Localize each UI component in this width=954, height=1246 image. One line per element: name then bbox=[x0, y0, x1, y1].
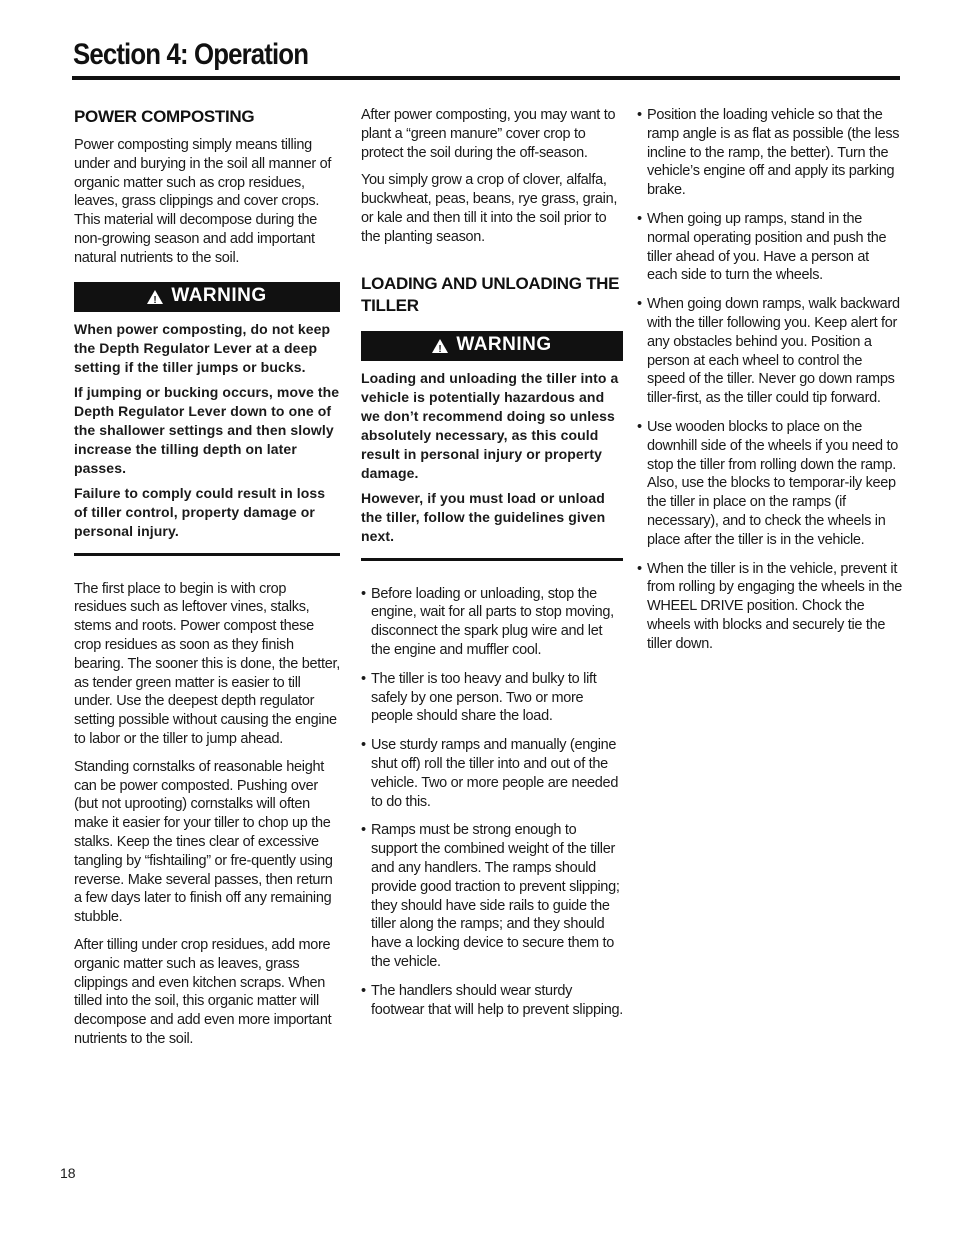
warning-paragraph: If jumping or bucking occurs, move the Depth Regulator Lever down to one of the shallower settings and then slowly increase the tilling depth on later passes. bbox=[74, 383, 340, 476]
warning-paragraph: However, if you must load or unload the tiller, follow the guidelines given next. bbox=[361, 489, 606, 544]
column-2 bbox=[361, 106, 623, 1029]
power-composting-intro: Power composting simply means tilling under and burying in the soil all manner of organic matter such as crop residues, leaves, grass clippings and cover crops. This material will decompose during the non-growing season and add important natural nutrients to the soil. bbox=[74, 137, 332, 266]
list-item: • When going up ramps, stand in the normal operating position and push the tiller ahead of you. Have a person at each side to turn the wheels. bbox=[637, 210, 902, 285]
list-item: • Use wooden blocks to place on the downhill side of the wheels if you need to stop the tiller from rolling down the ramp. Also, use the blocks to temporar-ily keep the tiller in place on the ramps (if necessary), and to check the wheels in place after the tiller is in the vehicle. bbox=[637, 418, 902, 550]
warning-banner bbox=[74, 282, 340, 312]
body-paragraph: The first place to begin is with crop residues such as leftover vines, stalks, stems and roots. Power compost these crop residues as soon as they finish bearing. The sooner this is done, the better, as tender green matter is easier to till under. Use the deepest depth regulator setting possible without causing the engine to labor or the tiller to jump ahead. bbox=[74, 580, 340, 747]
column-3 bbox=[637, 106, 902, 664]
warning-paragraph: Failure to comply could result in loss of tiller control, property damage or personal injury. bbox=[74, 484, 326, 539]
list-item: • Before loading or unloading, stop the engine, wait for all parts to stop moving, disconnect the spark plug wire and let the engine and muffler cool. bbox=[361, 585, 623, 660]
warning-triangle-icon bbox=[147, 290, 163, 304]
warning-rule bbox=[74, 553, 340, 556]
body-paragraph: After power composting, you may want to plant a “green manure” cover crop to protect the soil during the off-season. bbox=[361, 107, 616, 161]
body-paragraph: Standing cornstalks of reasonable height can be power composted. Pushing over (but not uprooting) cornstalks will often make it easier for your tiller to chop up the stalks. Keep the tines clear of excessive tangling by “fishtailing” or fre-quently using reverse. Make several passes, then return a few days later to finish off any remaining stubble. bbox=[74, 758, 333, 926]
loading-warning bbox=[361, 331, 623, 561]
loading-bullets-col3 bbox=[637, 106, 902, 654]
page-number: 18 bbox=[60, 1165, 76, 1181]
warning-paragraph: Loading and unloading the tiller into a vehicle is potentially hazardous and we don’t recommend doing so unless absolutely necessary, as this could result in personal injury or property damage. bbox=[361, 369, 619, 481]
list-item: • Ramps must be strong enough to support the combined weight of the tiller and any handlers. The ramps should provide good traction to prevent slipping; they should have side rails to guide the tiller along the ramps; and they should have a locking device to secure them to the vehicle. bbox=[361, 821, 623, 971]
list-item: • Position the loading vehicle so that the ramp angle is as flat as possible (the less incline to the ramp, the better). Turn the vehicle’s engine off and apply its parking brake. bbox=[637, 106, 902, 200]
loading-bullets-col2 bbox=[361, 585, 623, 1020]
warning-rule bbox=[361, 558, 623, 561]
title-rule bbox=[72, 76, 900, 80]
warning-label: WARNING bbox=[456, 334, 552, 356]
list-item: • The handlers should wear sturdy footwear that will help to prevent slipping. bbox=[361, 982, 623, 1020]
section-title: Section 4: Operation bbox=[73, 38, 309, 71]
body-paragraph: After tilling under crop residues, add more organic matter such as leaves, grass clippings and even kitchen scraps. When tilled into the soil, this organic matter will decompose and add even more important nutrients to the soil. bbox=[74, 936, 332, 1047]
list-item: • Use sturdy ramps and manually (engine shut off) roll the tiller into and out of the vehicle. Two or more people are needed to do this. bbox=[361, 736, 623, 811]
loading-heading: LOADING AND UNLOADING THE TILLER bbox=[361, 273, 620, 315]
list-item: • The tiller is too heavy and bulky to lift safely by one person. Two or more people should share the load. bbox=[361, 670, 623, 726]
warning-paragraph: When power composting, do not keep the Depth Regulator Lever at a deep setting if the tiller jumps or bucks. bbox=[74, 320, 331, 375]
power-composting-warning bbox=[74, 282, 340, 556]
list-item: • When the tiller is in the vehicle, prevent it from rolling by engaging the wheels in the WHEEL DRIVE position. Chock the wheels with blocks and securely tie the tiller down. bbox=[637, 560, 902, 654]
warning-banner bbox=[361, 331, 623, 361]
power-composting-heading: POWER COMPOSTING bbox=[74, 107, 255, 126]
body-paragraph: You simply grow a crop of clover, alfalfa, buckwheat, peas, beans, rye grass, grain, or kale and then till it into the soil prior to the planting season. bbox=[361, 172, 618, 245]
warning-triangle-icon bbox=[432, 339, 448, 353]
list-item: • When going down ramps, walk backward with the tiller following you. Keep alert for any obstacles behind you. Position a person at each wheel to control the speed of the tiller. Never go down ramps tiller-first, as the tiller could tip forward. bbox=[637, 295, 902, 408]
column-1 bbox=[74, 106, 340, 1058]
warning-label: WARNING bbox=[171, 285, 267, 307]
